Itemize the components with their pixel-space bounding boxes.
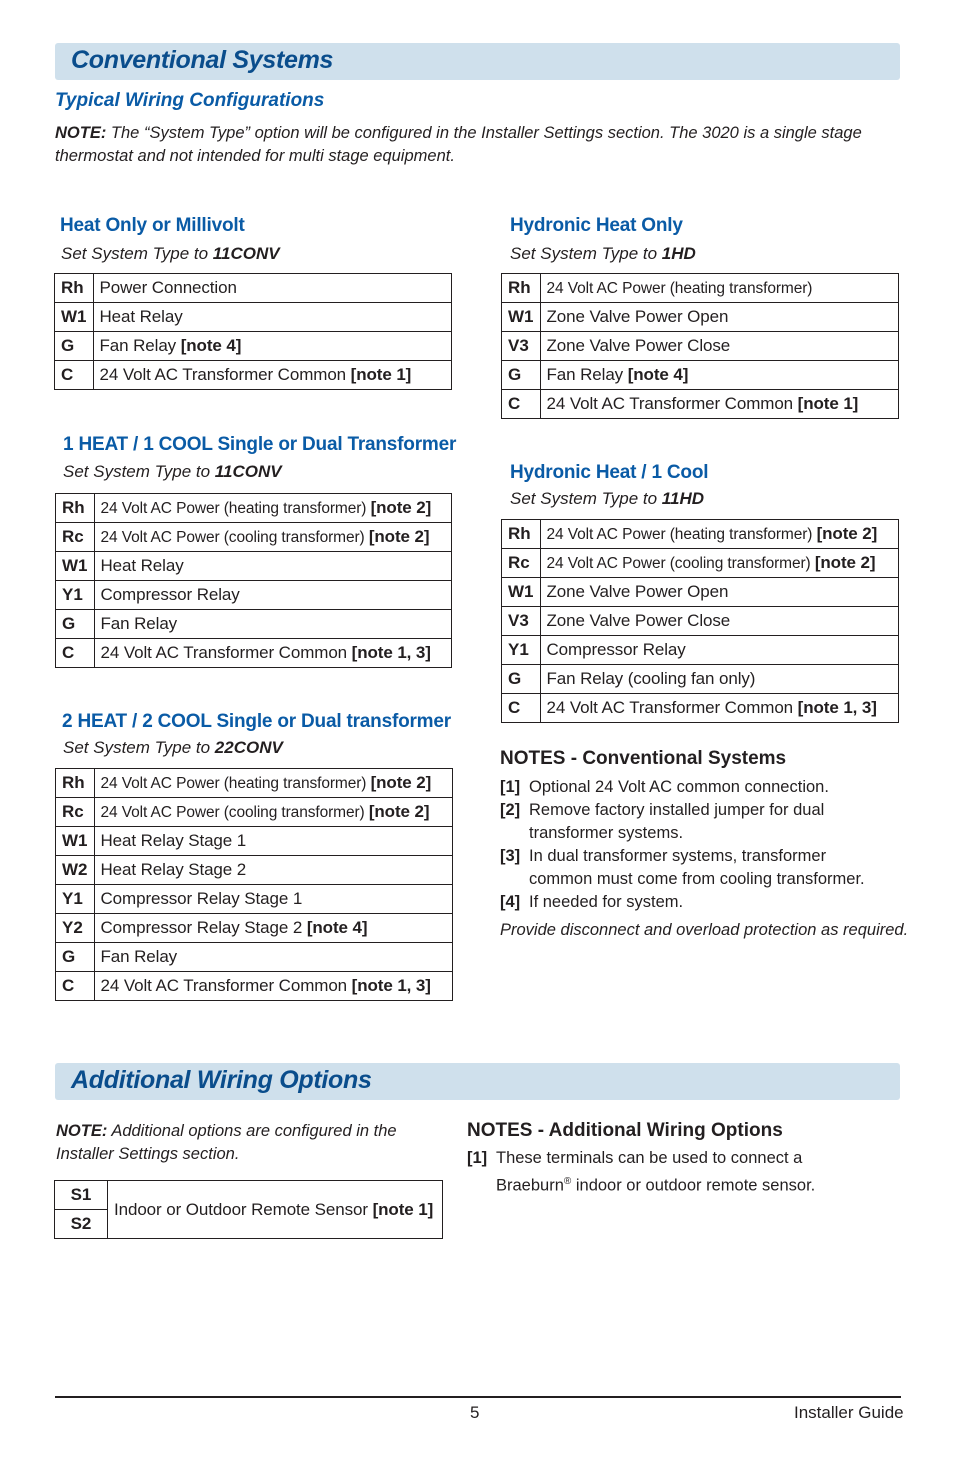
terminal-desc (94, 639, 452, 668)
terminal-label: C (55, 361, 94, 390)
desc-text: Compressor Relay (546, 640, 686, 659)
terminal-desc (540, 549, 899, 578)
terminal-desc (540, 303, 899, 332)
terminal-label: Rc (56, 523, 95, 552)
terminal-label: S1 (55, 1181, 108, 1210)
desc-text: Compressor Relay Stage 1 (100, 889, 303, 908)
desc-note: [note 1] (350, 365, 412, 384)
terminal-desc (93, 274, 452, 303)
table-row (56, 914, 453, 943)
table-row (502, 636, 899, 665)
table-row (502, 332, 899, 361)
sensor-table (54, 1180, 443, 1239)
one-heat-settype (63, 462, 282, 482)
note-text: If needed for system. (529, 893, 684, 911)
terminal-desc (540, 578, 899, 607)
note-key: [4] (500, 893, 521, 911)
desc-text: 24 Volt AC Power (cooling transformer) (100, 804, 369, 821)
subheading: Typical Wiring Configurations (55, 90, 325, 111)
terminal-label: W1 (502, 303, 541, 332)
terminal-desc (94, 914, 453, 943)
intro-note (55, 122, 895, 168)
terminal-label: G (502, 361, 541, 390)
conventional-notes-list (500, 776, 920, 914)
brand-name: Braeburn (496, 1176, 564, 1195)
section-title: Additional Wiring Options (71, 1066, 372, 1094)
note-label: NOTE: (56, 1122, 108, 1140)
desc-text: Indoor or Outdoor Remote Sensor (114, 1199, 373, 1219)
terminal-desc (94, 610, 452, 639)
two-heat-title: 2 HEAT / 2 COOL Single or Dual transformer (62, 711, 451, 732)
section-title: Conventional Systems (71, 46, 334, 74)
settype-value: 22CONV (214, 738, 283, 757)
desc-note: [note 4] (627, 365, 689, 384)
desc-text: 24 Volt AC Power (heating transformer) (100, 775, 371, 792)
table-row (56, 523, 452, 552)
terminal-desc (94, 943, 453, 972)
note-line: Additional options are configured in the (107, 1122, 397, 1140)
terminal-label: W1 (56, 827, 95, 856)
footer-rule (55, 1396, 901, 1398)
table-row (502, 665, 899, 694)
terminal-desc (94, 798, 453, 827)
desc-text: Heat Relay (99, 307, 183, 326)
table-row (56, 610, 452, 639)
terminal-label: G (502, 665, 541, 694)
desc-text: Zone Valve Power Open (546, 307, 729, 326)
terminal-label: W1 (56, 552, 95, 581)
terminal-desc (540, 520, 899, 549)
footer-guide-label: Installer Guide (794, 1403, 904, 1422)
section-banner-conventional (55, 43, 900, 80)
desc-note: [note 2] (816, 524, 878, 543)
terminal-desc (108, 1181, 443, 1239)
desc-text: 24 Volt AC Transformer Common (546, 394, 798, 413)
terminal-desc (94, 972, 453, 1001)
terminal-label: G (55, 332, 94, 361)
desc-note: [note 1] (797, 394, 859, 413)
table-row (56, 943, 453, 972)
terminal-desc (94, 856, 453, 885)
terminal-desc (94, 552, 452, 581)
table-row (56, 494, 452, 523)
registered-mark: ® (563, 1176, 572, 1187)
desc-text: 24 Volt AC Transformer Common (100, 643, 352, 662)
heat-only-title: Heat Only or Millivolt (60, 215, 245, 236)
desc-note: [note 2] (370, 498, 432, 517)
terminal-label: W1 (502, 578, 541, 607)
terminal-desc (93, 361, 452, 390)
desc-text: Zone Valve Power Open (546, 582, 729, 601)
terminal-desc (94, 769, 453, 798)
hydronic-cool-settype (510, 489, 704, 509)
hydronic-title: Hydronic Heat Only (510, 215, 683, 236)
table-row (502, 549, 899, 578)
note-line: indoor or outdoor remote sensor. (571, 1176, 816, 1195)
table-row (56, 885, 453, 914)
table-row (56, 639, 452, 668)
desc-text: 24 Volt AC Transformer Common (546, 698, 798, 717)
desc-text: Compressor Relay Stage 2 (100, 918, 307, 937)
table-row (502, 607, 899, 636)
desc-text: 24 Volt AC Power (cooling transformer) (100, 529, 369, 546)
note-key: [3] (500, 847, 521, 865)
table-row (502, 274, 899, 303)
desc-text: 24 Volt AC Power (heating transformer) (546, 280, 813, 297)
settype-prefix: Set System Type to (61, 244, 213, 263)
terminal-label: Rh (502, 274, 541, 303)
settype-prefix: Set System Type to (510, 244, 662, 263)
table-row (56, 581, 452, 610)
note-key: [1] (467, 1149, 488, 1167)
desc-text: 24 Volt AC Power (heating transformer) (546, 526, 817, 543)
table-row (56, 827, 453, 856)
terminal-desc (540, 332, 899, 361)
desc-note: [note 4] (306, 918, 368, 937)
note-text (529, 799, 824, 845)
one-heat-table (55, 493, 452, 668)
terminal-label: W1 (55, 303, 94, 332)
terminal-desc (94, 885, 453, 914)
desc-text: Fan Relay (100, 614, 178, 633)
table-row (56, 552, 452, 581)
terminal-label: G (56, 610, 95, 639)
settype-value: 11CONV (212, 244, 280, 263)
hydronic-table (501, 273, 899, 419)
table-row (502, 303, 899, 332)
one-heat-title: 1 HEAT / 1 COOL Single or Dual Transformer (63, 434, 457, 455)
note-line: In dual transformer systems, transformer (529, 847, 827, 865)
note-key: [1] (500, 778, 521, 796)
list-item (500, 776, 920, 799)
desc-text: Heat Relay Stage 2 (100, 860, 247, 879)
conventional-notes-title: NOTES - Conventional Systems (500, 748, 787, 769)
additional-note (56, 1120, 436, 1166)
list-item (500, 891, 920, 914)
desc-note: [note 2] (368, 802, 430, 821)
additional-notes-title: NOTES - Additional Wiring Options (467, 1120, 783, 1141)
terminal-label: C (56, 972, 95, 1001)
desc-text: 24 Volt AC Power (cooling transformer) (546, 555, 815, 572)
note-label: NOTE: (55, 124, 107, 142)
table-row (55, 303, 452, 332)
heat-only-table (54, 273, 452, 390)
desc-note: [note 1, 3] (797, 698, 877, 717)
desc-text: Zone Valve Power Close (546, 611, 731, 630)
desc-note: [note 4] (180, 336, 242, 355)
terminal-label: Rh (56, 494, 95, 523)
hydronic-cool-title: Hydronic Heat / 1 Cool (510, 462, 709, 483)
note-text (529, 845, 865, 891)
hydronic-cool-table (501, 519, 899, 723)
note-text: The “System Type” option will be configured in the Installer Settings section. The 3020 is a single stage thermostat and not intended for multi stage equipment. (55, 124, 862, 165)
two-heat-table (55, 768, 453, 1001)
terminal-label: C (502, 694, 541, 723)
terminal-label: C (56, 639, 95, 668)
desc-text: Power Connection (99, 278, 237, 297)
terminal-desc (540, 390, 899, 419)
page-number: 5 (470, 1403, 480, 1422)
additional-notes-list (467, 1147, 887, 1198)
terminal-desc (540, 694, 899, 723)
two-heat-settype (63, 738, 283, 758)
table-row (56, 798, 453, 827)
terminal-desc (93, 332, 452, 361)
terminal-label: Rh (55, 274, 94, 303)
note-line: transformer systems. (529, 824, 684, 842)
table-row (56, 769, 453, 798)
desc-text: 24 Volt AC Power (heating transformer) (100, 500, 371, 517)
table-row (56, 972, 453, 1001)
table-row (502, 694, 899, 723)
terminal-desc (94, 827, 453, 856)
desc-text: Fan Relay (100, 947, 178, 966)
list-item (467, 1147, 887, 1198)
note-line: common must come from cooling transformer. (529, 870, 865, 888)
settype-value: 1HD (661, 244, 696, 263)
terminal-desc (540, 636, 899, 665)
desc-note: [note 1, 3] (351, 643, 431, 662)
desc-note: [note 1, 3] (351, 976, 431, 995)
note-line: Installer Settings section. (56, 1145, 240, 1163)
desc-text: Fan Relay (99, 336, 181, 355)
terminal-label: Rh (502, 520, 541, 549)
desc-text: Fan Relay (546, 365, 628, 384)
desc-text: Zone Valve Power Close (546, 336, 731, 355)
list-item (500, 799, 920, 845)
table-row (55, 274, 452, 303)
terminal-desc (94, 523, 452, 552)
desc-text: Fan Relay (cooling fan only) (546, 669, 756, 688)
terminal-label: Rh (56, 769, 95, 798)
terminal-label: Y1 (502, 636, 541, 665)
terminal-label: W2 (56, 856, 95, 885)
desc-note: [note 2] (814, 553, 876, 572)
table-row (56, 856, 453, 885)
heat-only-settype (61, 244, 280, 264)
list-item (500, 845, 920, 891)
table-row (502, 520, 899, 549)
table-row (502, 361, 899, 390)
hydronic-settype (510, 244, 696, 264)
note-line: These terminals can be used to connect a (496, 1149, 803, 1167)
desc-note: [note 2] (368, 527, 430, 546)
table-row (55, 361, 452, 390)
note-text: Optional 24 Volt AC common connection. (529, 778, 829, 796)
note-text (496, 1147, 815, 1198)
terminal-desc (540, 607, 899, 636)
note-key: [2] (500, 801, 521, 819)
section-banner-additional (55, 1063, 900, 1100)
terminal-label: Y1 (56, 885, 95, 914)
note-line: Remove factory installed jumper for dual (529, 801, 825, 819)
terminal-desc (94, 581, 452, 610)
table-row (502, 390, 899, 419)
settype-value: 11CONV (214, 462, 282, 481)
desc-text: Compressor Relay (100, 585, 240, 604)
terminal-label: Rc (502, 549, 541, 578)
desc-text: Heat Relay (100, 556, 184, 575)
terminal-desc (540, 361, 899, 390)
table-row (502, 578, 899, 607)
terminal-desc (540, 274, 899, 303)
protection-note: Provide disconnect and overload protection as required. (500, 921, 909, 939)
table-row (55, 332, 452, 361)
desc-text: 24 Volt AC Transformer Common (100, 976, 352, 995)
desc-text: 24 Volt AC Transformer Common (99, 365, 351, 384)
settype-prefix: Set System Type to (63, 738, 215, 757)
terminal-label: Y1 (56, 581, 95, 610)
terminal-label: C (502, 390, 541, 419)
settype-prefix: Set System Type to (63, 462, 215, 481)
desc-note: [note 2] (370, 773, 432, 792)
desc-note: [note 1] (372, 1199, 434, 1219)
terminal-desc (93, 303, 452, 332)
desc-text: Heat Relay Stage 1 (100, 831, 247, 850)
terminal-desc (94, 494, 452, 523)
terminal-label: G (56, 943, 95, 972)
settype-prefix: Set System Type to (510, 489, 662, 508)
terminal-label: Y2 (56, 914, 95, 943)
terminal-desc (540, 665, 899, 694)
settype-value: 11HD (661, 489, 704, 508)
terminal-label: Rc (56, 798, 95, 827)
terminal-label: V3 (502, 607, 541, 636)
table-row (55, 1181, 443, 1210)
terminal-label: S2 (55, 1210, 108, 1239)
terminal-label: V3 (502, 332, 541, 361)
